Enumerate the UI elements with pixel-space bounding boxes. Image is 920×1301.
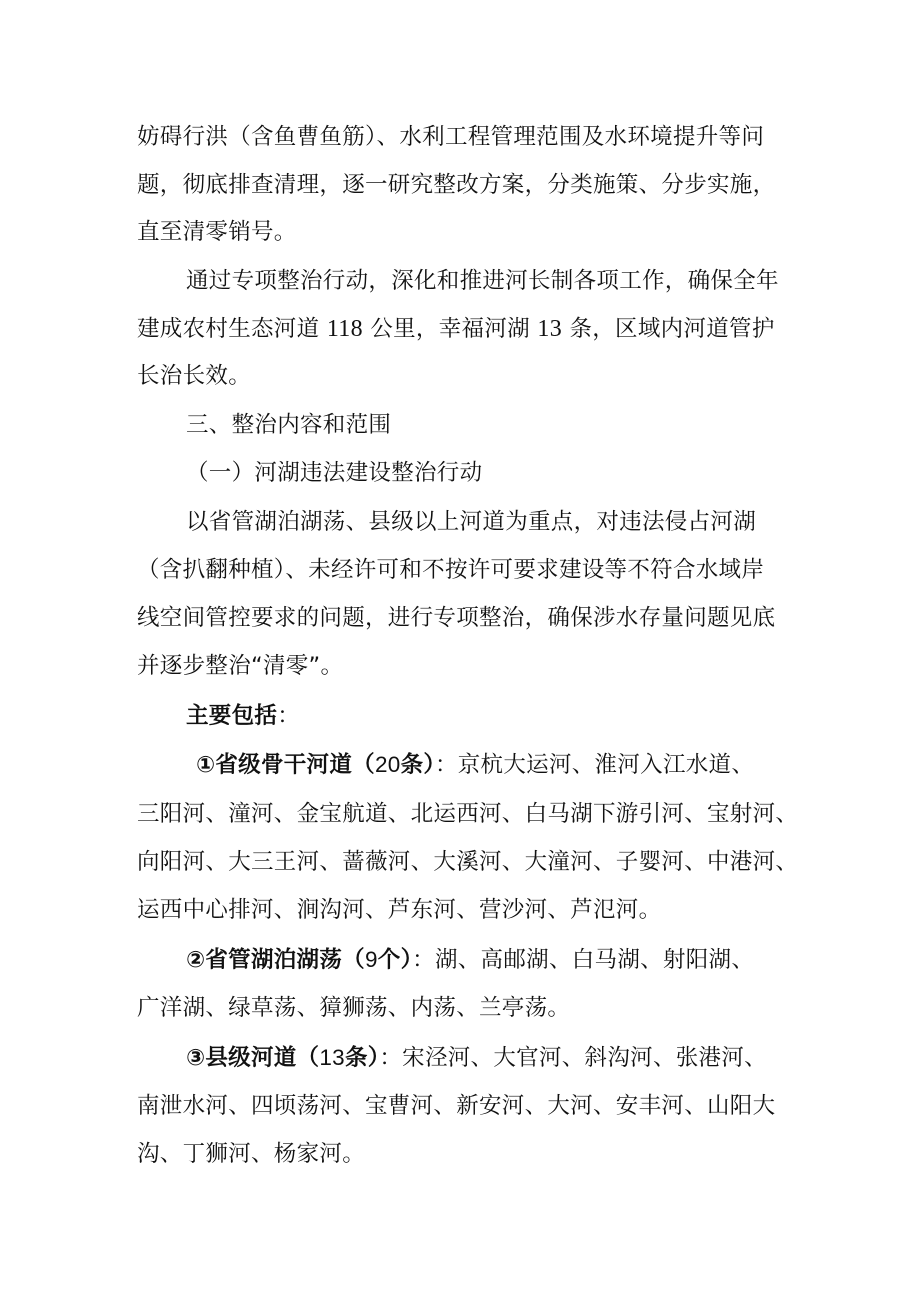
item1-line3: 向阳河、大三王河、蔷薇河、大溪河、大潼河、子婴河、中港河、 — [137, 849, 799, 875]
para2-text-b: 公里，幸福河湖 — [362, 316, 538, 342]
item1-count: 20 — [374, 752, 401, 777]
item3-line2: 南泄水河、四顷荡河、宝曹河、新安河、大河、安丰河、山阳大 — [137, 1093, 776, 1119]
para3-line4: 并逐步整治“清零”。 — [137, 653, 344, 679]
item3-line3: 沟、丁狮河、杨家河。 — [137, 1141, 366, 1167]
para2-line1: 通过专项整治行动，深化和推进河长制各项工作，确保全年 — [186, 268, 779, 294]
item2-count: 9 — [364, 947, 378, 972]
para3-line1: 以省管湖泊湖荡、县级以上河道为重点，对违法侵占河湖 — [186, 509, 757, 535]
para2-line3: 长治长效。 — [137, 363, 252, 389]
item1-line4: 运西中心排河、涧沟河、芦东河、营沙河、芦氾河。 — [137, 897, 662, 923]
para2-line2 — [137, 314, 775, 344]
main-includes-label: 主要包括 — [186, 703, 278, 729]
item1-title-b: 条） — [400, 752, 435, 778]
item2-title-b: 个） — [377, 947, 413, 973]
para1-line1: 妨碍行洪（含鱼曹鱼筋）、水利工程管理范围及水环境提升等问 — [137, 124, 765, 150]
para2-text-c: 条，区域内河道管护 — [562, 316, 775, 342]
item2-text1: ：湖、高邮湖、白马湖、射阳湖、 — [412, 947, 755, 973]
item1-line1 — [196, 750, 754, 780]
item3-line1 — [186, 1043, 767, 1073]
item3-title-a: ③县级河道（ — [186, 1045, 320, 1071]
section-heading-3: 三、整治内容和范围 — [186, 412, 392, 438]
item1-title-a: ①省级骨干河道（ — [196, 752, 375, 778]
item1-line2: 三阳河、潼河、金宝航道、北运西河、白马湖下游引河、宝射河、 — [137, 801, 799, 827]
item3-count: 13 — [319, 1045, 345, 1070]
para3-line3: 线空间管控要求的问题，进行专项整治，确保涉水存量问题见底 — [137, 605, 776, 631]
item2-title-a: ②省管湖泊湖荡（ — [186, 947, 365, 973]
main-includes — [186, 701, 300, 731]
item2-line2: 广洋湖、绿草荡、獐狮荡、内荡、兰亭荡。 — [137, 995, 571, 1021]
item3-title-b: 条） — [345, 1045, 380, 1071]
item1-text1: ：京杭大运河、淮河入江水道、 — [434, 752, 755, 778]
para2-text-a: 建成农村生态河道 — [137, 316, 327, 342]
para1-line2: 题，彻底排查清理，逐一研究整改方案，分类施策、分步实施， — [137, 172, 776, 198]
item2-line1 — [186, 945, 754, 975]
happy-lakes-count: 13 — [537, 316, 562, 342]
item3-text1: ：宋泾河、大官河、斜沟河、张港河、 — [379, 1045, 767, 1071]
subheading-1: （一）河湖违法建设整治行动 — [186, 460, 483, 486]
para3-line2: （含扒翻种植）、未经许可和不按许可要求建设等不符合水域岸 — [137, 557, 765, 583]
river-length-km: 118 — [326, 316, 363, 342]
main-includes-colon: ： — [277, 703, 301, 729]
para1-line3: 直至清零销号。 — [137, 219, 297, 245]
